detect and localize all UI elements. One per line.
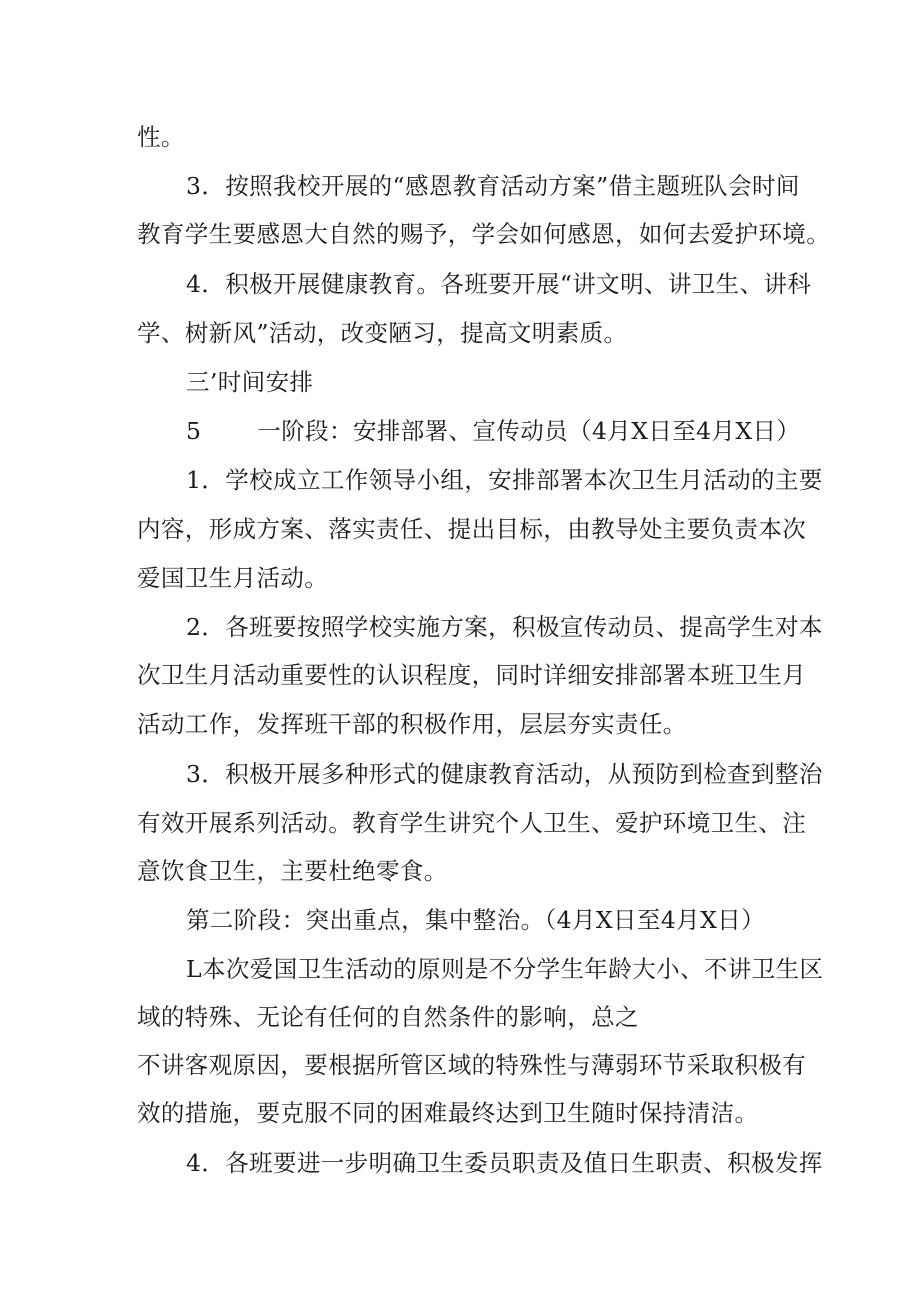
text-line: 性。 xyxy=(137,123,185,151)
section-heading: 三’时间安排 xyxy=(186,368,314,396)
text-line: 4．积极开展健康教育。各班要开展“讲文明、讲卫生、讲科 xyxy=(186,270,812,298)
text-line: 1．学校成立工作领导小组，安排部署本次卫生月活动的主要 xyxy=(186,466,823,494)
text-line: 有效开展系列活动。教育学生讲究个人卫生、爱护环境卫生、注 xyxy=(137,809,807,837)
text-line: 效的措施，要克服不同的困难最终达到卫生随时保持清洁。 xyxy=(137,1099,759,1127)
text-line: 3．按照我校开展的“感恩教育活动方案”借主题班队会时间 xyxy=(186,172,800,200)
text-line: 意饮食卫生，主要杜绝零食。 xyxy=(137,857,448,885)
text-line: 3．积极开展多种形式的健康教育活动，从预防到检查到整治 xyxy=(186,760,823,788)
text-line: 2．各班要按照学校实施方案，积极宣传动员、提高学生对本 xyxy=(186,613,823,641)
text-line: 教育学生要感恩大自然的赐予，学会如何感恩，如何去爱护环境。 xyxy=(137,220,831,248)
text-line: 学、树新风”活动，改变陋习，提高文明素质。 xyxy=(137,319,628,347)
text-line: 内容，形成方案、落实责任、提出目标，由教导处主要负责本次 xyxy=(137,515,807,543)
phase-number: 5 xyxy=(186,417,202,445)
text-line: 域的特殊、无论有任何的自然条件的影响，总之 xyxy=(137,1003,639,1031)
text-line: L本次爱国卫生活动的原则是不分学生年龄大小、不讲卫生区 xyxy=(186,955,824,983)
phase-title: 一阶段：安排部署、宣传动员（4月X日至4月X日） xyxy=(257,417,801,445)
text-line: 活动工作，发挥班干部的积极作用，层层夯实责任。 xyxy=(137,710,687,738)
phase-heading xyxy=(186,416,856,446)
phase-heading: 第二阶段：突出重点，集中整治。（4月X日至4月X日） xyxy=(186,906,766,934)
text-line: 次卫生月活动重要性的认识程度，同时详细安排部署本班卫生月 xyxy=(137,661,807,689)
text-line: 不讲客观原因，要根据所管区域的特殊性与薄弱环节采取积极有 xyxy=(137,1051,807,1079)
text-line: 爱国卫生月活动。 xyxy=(137,564,329,592)
text-line: 4．各班要进一步明确卫生委员职责及值日生职责、积极发挥 xyxy=(186,1149,823,1177)
